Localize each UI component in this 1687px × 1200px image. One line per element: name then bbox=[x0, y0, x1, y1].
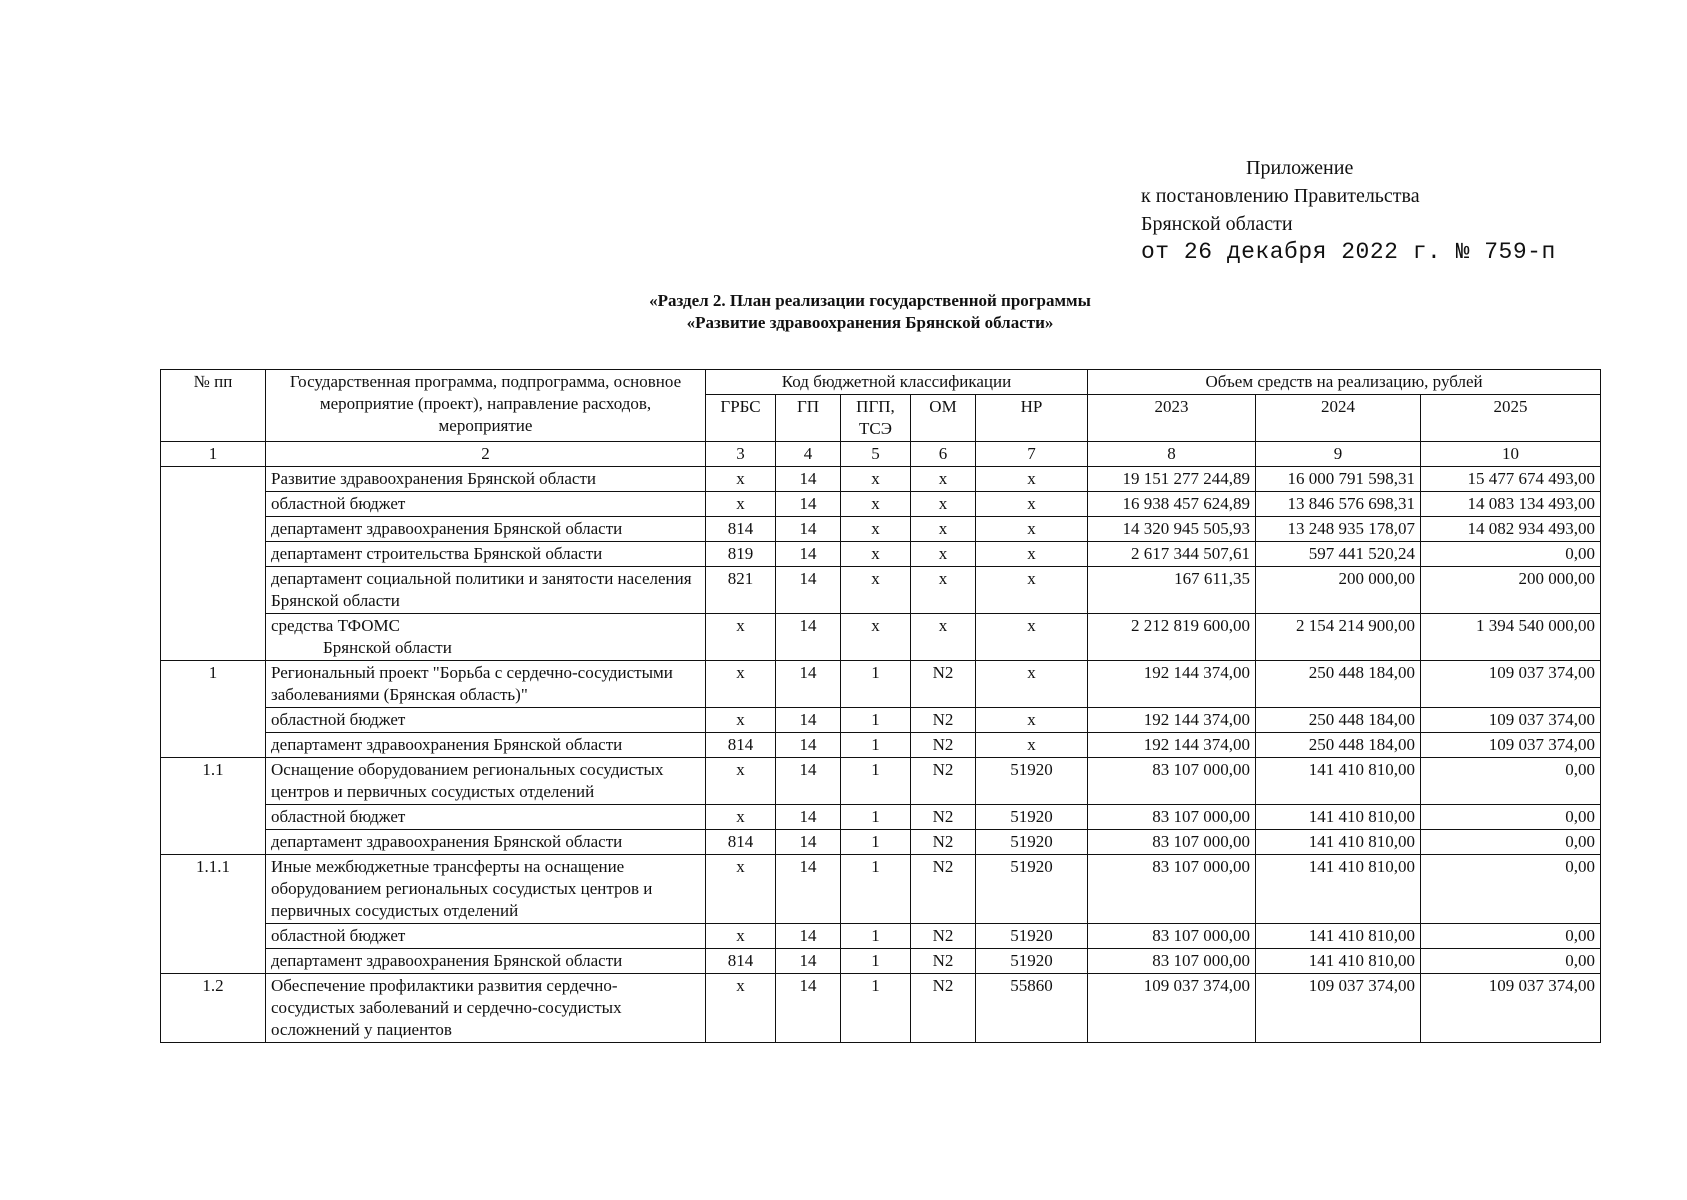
cell-nr: х bbox=[976, 542, 1088, 567]
cell-y2023: 83 107 000,00 bbox=[1088, 949, 1256, 974]
cell-num bbox=[161, 733, 266, 758]
cell-y2025: 109 037 374,00 bbox=[1421, 974, 1601, 1043]
cell-grbs: 819 bbox=[706, 542, 776, 567]
cell-name bbox=[266, 614, 706, 661]
cell-gp: 14 bbox=[776, 855, 841, 924]
cell-grbs: х bbox=[706, 974, 776, 1043]
cell-num bbox=[161, 805, 266, 830]
cell-y2023: 2 212 819 600,00 bbox=[1088, 614, 1256, 661]
header-name: Государственная программа, подпрограмма, основное мероприятие (проект), направление расходов, мероприятие bbox=[266, 370, 706, 442]
cell-y2024: 109 037 374,00 bbox=[1256, 974, 1421, 1043]
cell-name: департамент здравоохранения Брянской области bbox=[266, 830, 706, 855]
cell-pgp: 1 bbox=[841, 830, 911, 855]
cell-om: х bbox=[911, 567, 976, 614]
cell-name: Развитие здравоохранения Брянской области bbox=[266, 467, 706, 492]
cell-pgp: х bbox=[841, 567, 911, 614]
column-number: 2 bbox=[266, 442, 706, 467]
cell-nr: х bbox=[976, 492, 1088, 517]
cell-name: областной бюджет bbox=[266, 924, 706, 949]
cell-y2025: 109 037 374,00 bbox=[1421, 733, 1601, 758]
cell-num bbox=[161, 614, 266, 661]
cell-y2024: 2 154 214 900,00 bbox=[1256, 614, 1421, 661]
cell-om: N2 bbox=[911, 949, 976, 974]
cell-nr: х bbox=[976, 467, 1088, 492]
cell-y2024: 141 410 810,00 bbox=[1256, 924, 1421, 949]
table-body bbox=[161, 467, 1601, 1043]
header-pgp: ПГП, ТСЭ bbox=[841, 395, 911, 442]
cell-gp: 14 bbox=[776, 467, 841, 492]
cell-nr: х bbox=[976, 614, 1088, 661]
cell-grbs: х bbox=[706, 805, 776, 830]
cell-y2023: 14 320 945 505,93 bbox=[1088, 517, 1256, 542]
cell-name: департамент социальной политики и занятости населения Брянской области bbox=[266, 567, 706, 614]
cell-nr: х bbox=[976, 567, 1088, 614]
cell-pgp: 1 bbox=[841, 661, 911, 708]
cell-y2025: 0,00 bbox=[1421, 855, 1601, 924]
header-2024: 2024 bbox=[1256, 395, 1421, 442]
cell-om: х bbox=[911, 614, 976, 661]
cell-grbs: 814 bbox=[706, 733, 776, 758]
cell-num bbox=[161, 949, 266, 974]
table-row bbox=[161, 567, 1601, 614]
cell-grbs: х bbox=[706, 924, 776, 949]
cell-y2023: 192 144 374,00 bbox=[1088, 708, 1256, 733]
table-row bbox=[161, 614, 1601, 661]
table-row bbox=[161, 517, 1601, 542]
cell-grbs: х bbox=[706, 708, 776, 733]
cell-om: х bbox=[911, 467, 976, 492]
cell-name: областной бюджет bbox=[266, 492, 706, 517]
cell-pgp: 1 bbox=[841, 974, 911, 1043]
cell-pgp: 1 bbox=[841, 708, 911, 733]
cell-pgp: 1 bbox=[841, 855, 911, 924]
cell-num bbox=[161, 542, 266, 567]
cell-nr: 55860 bbox=[976, 974, 1088, 1043]
cell-num bbox=[161, 517, 266, 542]
header-gp: ГП bbox=[776, 395, 841, 442]
cell-om: N2 bbox=[911, 974, 976, 1043]
cell-nr: 51920 bbox=[976, 949, 1088, 974]
cell-gp: 14 bbox=[776, 708, 841, 733]
plan-table bbox=[160, 369, 1601, 1043]
cell-num: 1 bbox=[161, 661, 266, 708]
cell-gp: 14 bbox=[776, 733, 841, 758]
table-row bbox=[161, 855, 1601, 924]
cell-y2024: 13 846 576 698,31 bbox=[1256, 492, 1421, 517]
cell-gp: 14 bbox=[776, 758, 841, 805]
cell-y2023: 83 107 000,00 bbox=[1088, 758, 1256, 805]
cell-name: департамент здравоохранения Брянской области bbox=[266, 733, 706, 758]
cell-y2025: 200 000,00 bbox=[1421, 567, 1601, 614]
cell-grbs: х bbox=[706, 661, 776, 708]
column-number-row bbox=[161, 442, 1601, 467]
header-num: № пп bbox=[161, 370, 266, 442]
cell-y2023: 19 151 277 244,89 bbox=[1088, 467, 1256, 492]
cell-y2024: 250 448 184,00 bbox=[1256, 661, 1421, 708]
cell-y2025: 1 394 540 000,00 bbox=[1421, 614, 1601, 661]
cell-name: департамент здравоохранения Брянской области bbox=[266, 517, 706, 542]
header-kbk: Код бюджетной классификации bbox=[706, 370, 1088, 395]
cell-name: областной бюджет bbox=[266, 708, 706, 733]
column-number: 5 bbox=[841, 442, 911, 467]
cell-num bbox=[161, 708, 266, 733]
cell-gp: 14 bbox=[776, 517, 841, 542]
cell-y2023: 83 107 000,00 bbox=[1088, 805, 1256, 830]
cell-y2024: 250 448 184,00 bbox=[1256, 708, 1421, 733]
cell-om: N2 bbox=[911, 708, 976, 733]
cell-om: х bbox=[911, 542, 976, 567]
appendix-block bbox=[1141, 154, 1556, 266]
cell-pgp: х bbox=[841, 517, 911, 542]
appendix-line-2: к постановлению Правительства bbox=[1141, 185, 1420, 207]
section-title bbox=[0, 290, 1687, 334]
table-row bbox=[161, 467, 1601, 492]
cell-pgp: х bbox=[841, 614, 911, 661]
cell-om: N2 bbox=[911, 855, 976, 924]
header-2023: 2023 bbox=[1088, 395, 1256, 442]
cell-om: N2 bbox=[911, 733, 976, 758]
cell-y2024: 141 410 810,00 bbox=[1256, 830, 1421, 855]
cell-om: N2 bbox=[911, 924, 976, 949]
column-number: 7 bbox=[976, 442, 1088, 467]
cell-nr: 51920 bbox=[976, 805, 1088, 830]
cell-nr: 51920 bbox=[976, 855, 1088, 924]
cell-num: 1.2 bbox=[161, 974, 266, 1043]
table-row bbox=[161, 708, 1601, 733]
cell-name-line: Брянской области bbox=[323, 638, 452, 657]
cell-om: х bbox=[911, 492, 976, 517]
cell-grbs: х bbox=[706, 492, 776, 517]
column-number: 8 bbox=[1088, 442, 1256, 467]
cell-y2025: 0,00 bbox=[1421, 758, 1601, 805]
cell-pgp: х bbox=[841, 492, 911, 517]
cell-name-line: средства ТФОМС bbox=[271, 616, 400, 635]
cell-name: Региональный проект "Борьба с сердечно-сосудистыми заболеваниями (Брянская область)" bbox=[266, 661, 706, 708]
table-row bbox=[161, 661, 1601, 708]
cell-name: Иные межбюджетные трансферты на оснащение оборудованием региональных сосудистых центров и первичных сосудистых отделений bbox=[266, 855, 706, 924]
cell-grbs: 814 bbox=[706, 949, 776, 974]
cell-y2023: 192 144 374,00 bbox=[1088, 733, 1256, 758]
cell-y2025: 0,00 bbox=[1421, 949, 1601, 974]
cell-nr: х bbox=[976, 708, 1088, 733]
cell-name: Оснащение оборудованием региональных сосудистых центров и первичных сосудистых отделений bbox=[266, 758, 706, 805]
header-om: ОМ bbox=[911, 395, 976, 442]
table-row bbox=[161, 830, 1601, 855]
cell-num bbox=[161, 467, 266, 492]
cell-gp: 14 bbox=[776, 924, 841, 949]
cell-nr: х bbox=[976, 517, 1088, 542]
header-volume: Объем средств на реализацию, рублей bbox=[1088, 370, 1601, 395]
cell-y2025: 0,00 bbox=[1421, 805, 1601, 830]
cell-grbs: 814 bbox=[706, 517, 776, 542]
table-header bbox=[161, 370, 1601, 467]
column-number: 10 bbox=[1421, 442, 1601, 467]
table-row bbox=[161, 758, 1601, 805]
cell-gp: 14 bbox=[776, 949, 841, 974]
cell-gp: 14 bbox=[776, 830, 841, 855]
cell-nr: 51920 bbox=[976, 924, 1088, 949]
header-2025: 2025 bbox=[1421, 395, 1601, 442]
cell-pgp: х bbox=[841, 467, 911, 492]
cell-pgp: 1 bbox=[841, 949, 911, 974]
cell-y2024: 141 410 810,00 bbox=[1256, 949, 1421, 974]
cell-y2023: 16 938 457 624,89 bbox=[1088, 492, 1256, 517]
cell-y2023: 2 617 344 507,61 bbox=[1088, 542, 1256, 567]
cell-y2024: 141 410 810,00 bbox=[1256, 805, 1421, 830]
cell-gp: 14 bbox=[776, 567, 841, 614]
cell-y2023: 83 107 000,00 bbox=[1088, 855, 1256, 924]
cell-nr: х bbox=[976, 733, 1088, 758]
cell-y2025: 0,00 bbox=[1421, 830, 1601, 855]
cell-grbs: 814 bbox=[706, 830, 776, 855]
cell-y2024: 597 441 520,24 bbox=[1256, 542, 1421, 567]
cell-y2024: 141 410 810,00 bbox=[1256, 855, 1421, 924]
cell-om: N2 bbox=[911, 830, 976, 855]
cell-pgp: 1 bbox=[841, 758, 911, 805]
cell-om: N2 bbox=[911, 805, 976, 830]
cell-om: х bbox=[911, 517, 976, 542]
cell-pgp: х bbox=[841, 542, 911, 567]
column-number: 1 bbox=[161, 442, 266, 467]
table-row bbox=[161, 974, 1601, 1043]
cell-y2024: 141 410 810,00 bbox=[1256, 758, 1421, 805]
cell-num bbox=[161, 567, 266, 614]
cell-grbs: 821 bbox=[706, 567, 776, 614]
cell-y2025: 109 037 374,00 bbox=[1421, 708, 1601, 733]
cell-name: Обеспечение профилактики развития сердечно-сосудистых заболеваний и сердечно-сосудистых осложнений у пациентов bbox=[266, 974, 706, 1043]
cell-gp: 14 bbox=[776, 974, 841, 1043]
appendix-date-number: от 26 декабря 2022 г. № 759-п bbox=[1141, 239, 1556, 265]
cell-y2024: 16 000 791 598,31 bbox=[1256, 467, 1421, 492]
cell-gp: 14 bbox=[776, 661, 841, 708]
column-number: 4 bbox=[776, 442, 841, 467]
cell-pgp: 1 bbox=[841, 733, 911, 758]
appendix-title: Приложение bbox=[1246, 157, 1354, 179]
table-row bbox=[161, 492, 1601, 517]
table-row bbox=[161, 949, 1601, 974]
cell-om: N2 bbox=[911, 661, 976, 708]
cell-y2024: 13 248 935 178,07 bbox=[1256, 517, 1421, 542]
cell-y2025: 14 083 134 493,00 bbox=[1421, 492, 1601, 517]
section-title-line-2: «Развитие здравоохранения Брянской области» bbox=[686, 313, 1054, 332]
cell-num: 1.1.1 bbox=[161, 855, 266, 924]
table-row bbox=[161, 733, 1601, 758]
cell-nr: 51920 bbox=[976, 758, 1088, 805]
cell-y2024: 200 000,00 bbox=[1256, 567, 1421, 614]
cell-nr: х bbox=[976, 661, 1088, 708]
appendix-line-3: Брянской области bbox=[1141, 213, 1293, 235]
column-number: 6 bbox=[911, 442, 976, 467]
cell-y2023: 83 107 000,00 bbox=[1088, 830, 1256, 855]
cell-y2024: 250 448 184,00 bbox=[1256, 733, 1421, 758]
table-row bbox=[161, 805, 1601, 830]
cell-y2025: 15 477 674 493,00 bbox=[1421, 467, 1601, 492]
cell-y2025: 0,00 bbox=[1421, 542, 1601, 567]
cell-gp: 14 bbox=[776, 492, 841, 517]
header-nr: НР bbox=[976, 395, 1088, 442]
cell-num bbox=[161, 492, 266, 517]
table-row bbox=[161, 542, 1601, 567]
cell-grbs: х bbox=[706, 855, 776, 924]
column-number: 9 bbox=[1256, 442, 1421, 467]
cell-gp: 14 bbox=[776, 805, 841, 830]
cell-y2023: 167 611,35 bbox=[1088, 567, 1256, 614]
cell-om: N2 bbox=[911, 758, 976, 805]
cell-grbs: х bbox=[706, 614, 776, 661]
table-row bbox=[161, 924, 1601, 949]
cell-pgp: 1 bbox=[841, 924, 911, 949]
cell-y2025: 14 082 934 493,00 bbox=[1421, 517, 1601, 542]
cell-y2023: 109 037 374,00 bbox=[1088, 974, 1256, 1043]
cell-grbs: х bbox=[706, 758, 776, 805]
cell-grbs: х bbox=[706, 467, 776, 492]
header-grbs: ГРБС bbox=[706, 395, 776, 442]
cell-name: департамент строительства Брянской области bbox=[266, 542, 706, 567]
cell-name: департамент здравоохранения Брянской области bbox=[266, 949, 706, 974]
cell-num: 1.1 bbox=[161, 758, 266, 805]
cell-name: областной бюджет bbox=[266, 805, 706, 830]
cell-num bbox=[161, 924, 266, 949]
cell-y2025: 109 037 374,00 bbox=[1421, 661, 1601, 708]
column-number: 3 bbox=[706, 442, 776, 467]
cell-y2023: 192 144 374,00 bbox=[1088, 661, 1256, 708]
cell-pgp: 1 bbox=[841, 805, 911, 830]
cell-num bbox=[161, 830, 266, 855]
cell-gp: 14 bbox=[776, 614, 841, 661]
cell-y2023: 83 107 000,00 bbox=[1088, 924, 1256, 949]
cell-gp: 14 bbox=[776, 542, 841, 567]
cell-y2025: 0,00 bbox=[1421, 924, 1601, 949]
cell-nr: 51920 bbox=[976, 830, 1088, 855]
section-title-line-1: «Раздел 2. План реализации государственной программы bbox=[649, 291, 1091, 310]
